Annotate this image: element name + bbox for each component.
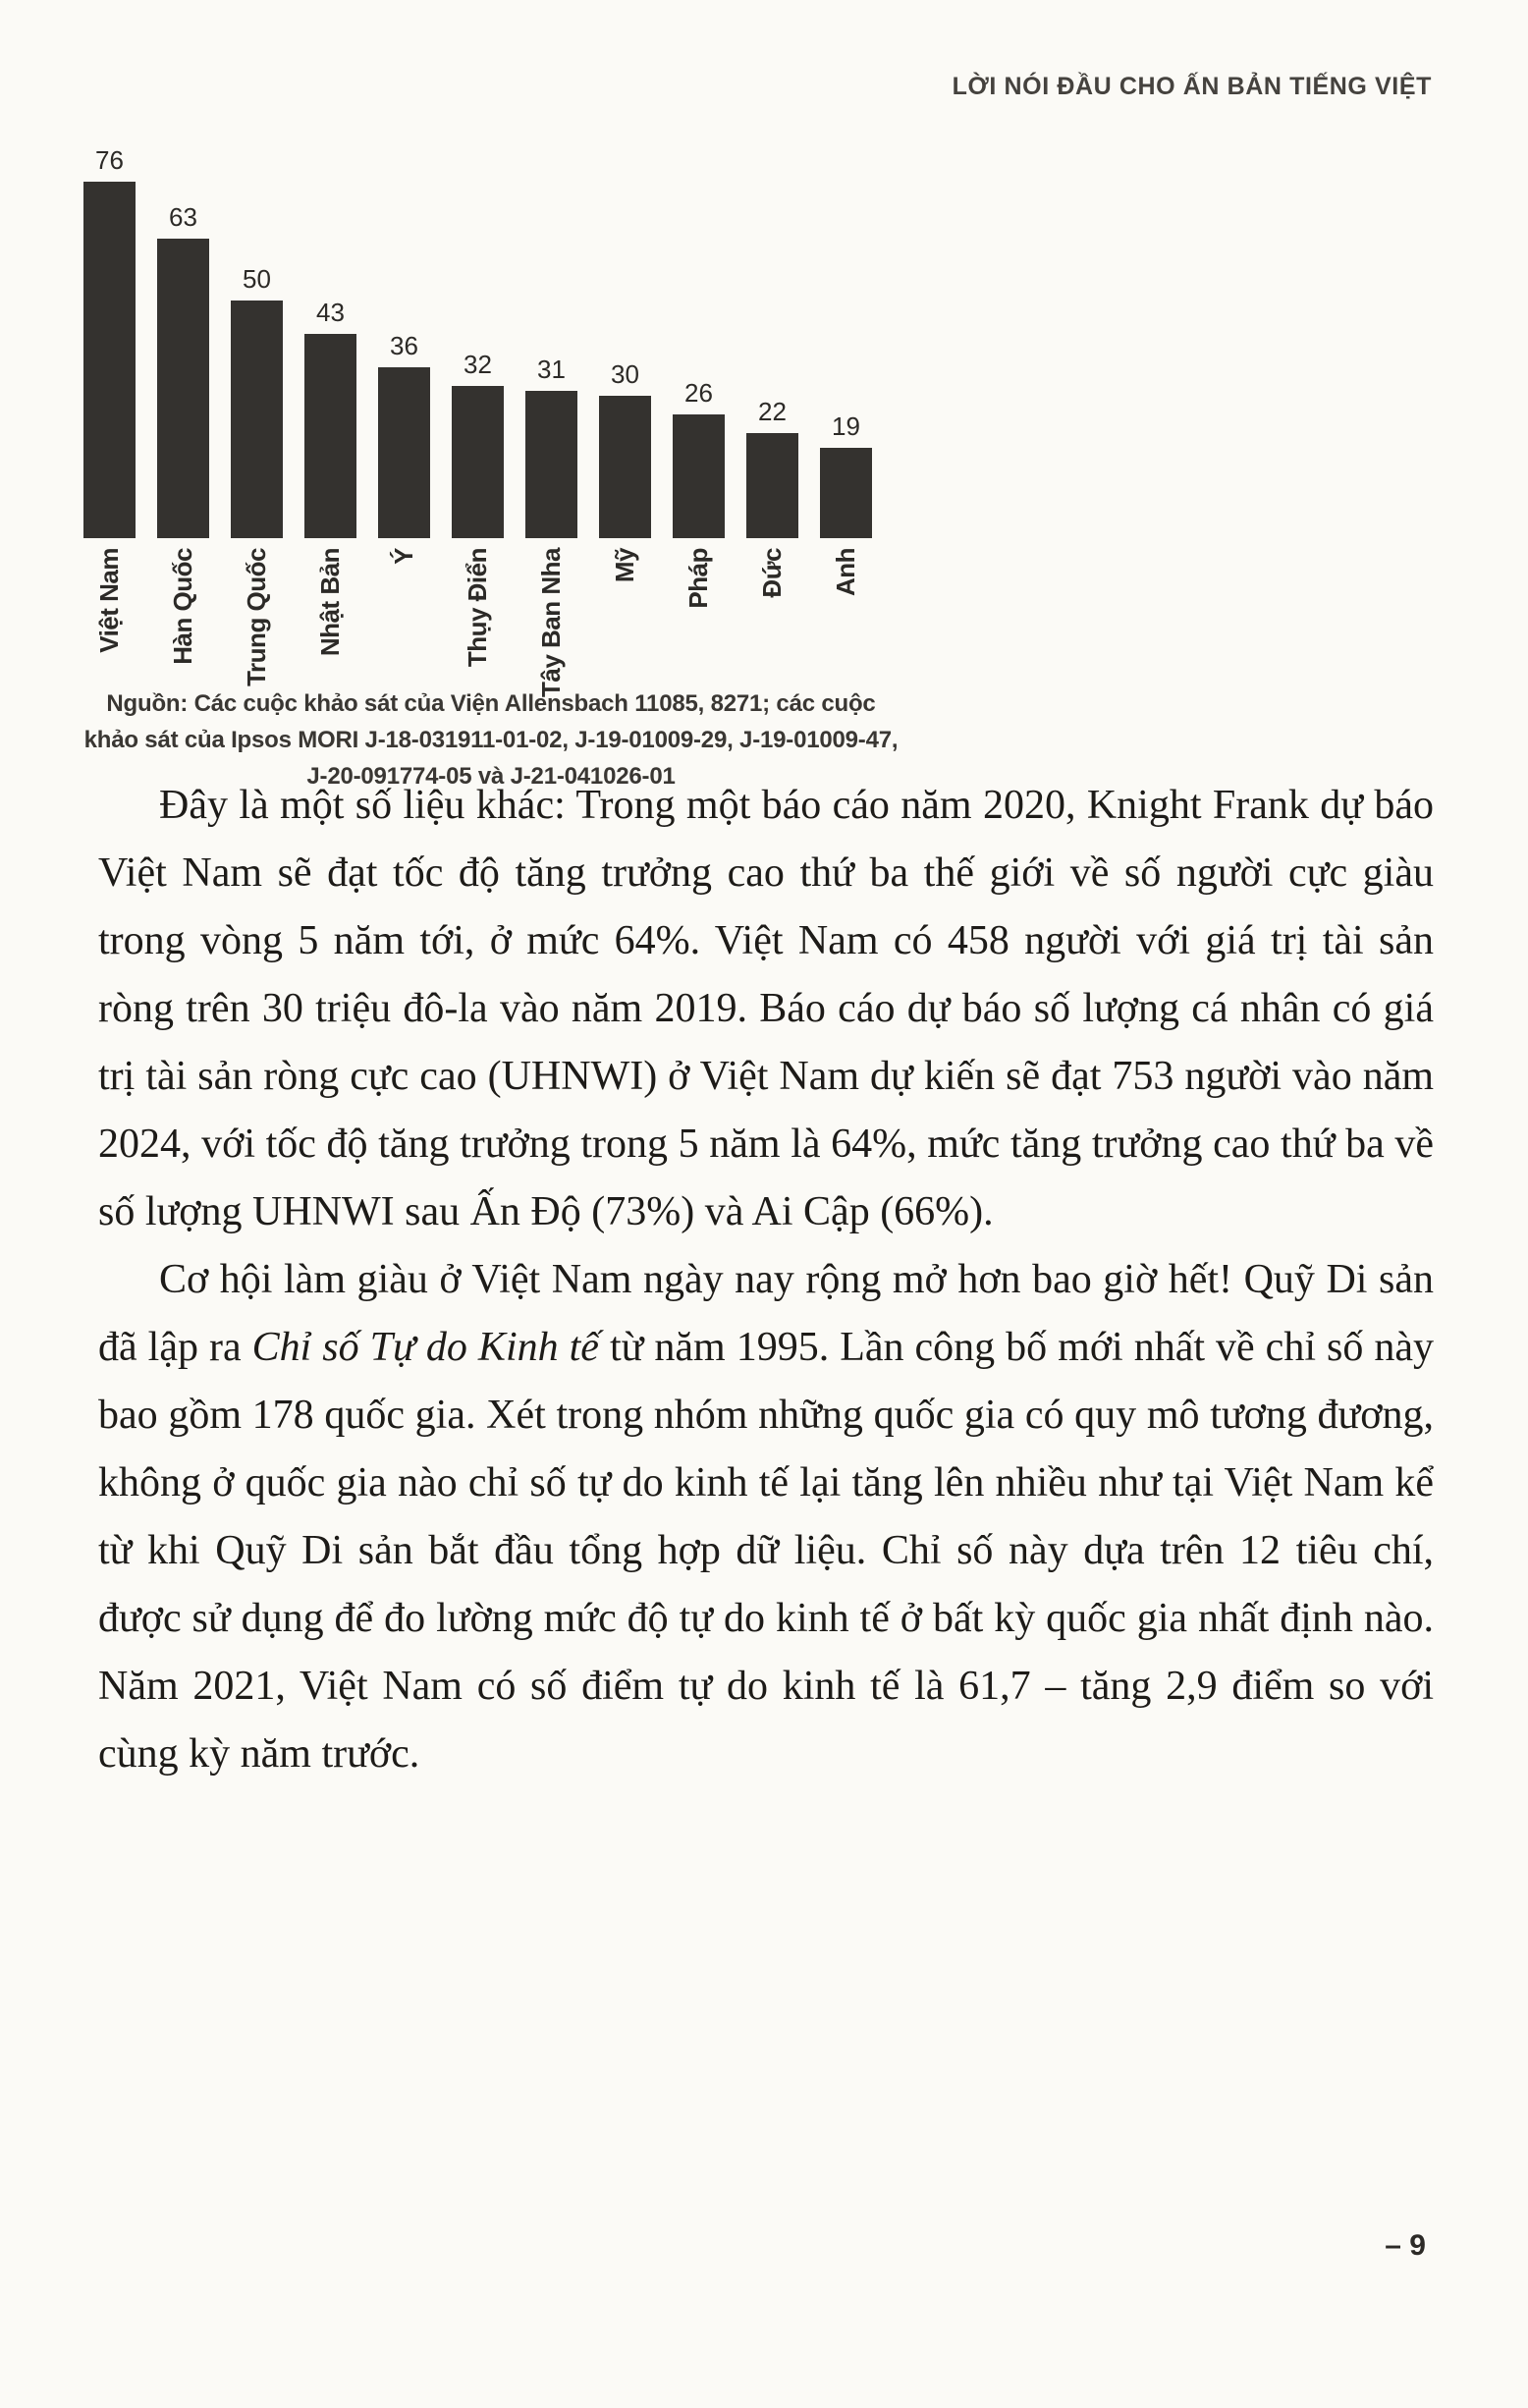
chart-column [231, 145, 283, 700]
bar [83, 182, 136, 538]
bar [304, 334, 356, 538]
bar-category [452, 538, 504, 700]
bar-category [673, 538, 725, 700]
bar-category-label: Ý [389, 548, 418, 565]
chart-column [820, 145, 872, 700]
bar-category [599, 538, 651, 700]
bar [673, 414, 725, 538]
bar [157, 239, 209, 538]
bar-area [157, 145, 209, 538]
chart-column [673, 145, 725, 700]
bar-value-label: 31 [537, 355, 566, 384]
bar [820, 448, 872, 538]
paragraph-2-text-end: từ năm 1995. Lần công bố mới nhất về chỉ số này bao gồm 178 quốc gia. Xét trong nhóm những quốc gia có quy mô tương đương, không ở quốc gia nào chỉ số tự do kinh tế lại tăng lên nhiều như tại Việt Nam kể từ khi Quỹ Di sản bắt đầu tổng hợp dữ liệu. Chỉ số này dựa trên 12 tiêu chí, được sử dụng để đo lường mức độ tự do kinh tế ở bất kỳ quốc gia nhất định nào. Năm 2021, Việt Nam có số điểm tự do kinh tế là 61,7 – tăng 2,9 điểm so với cùng kỳ năm trước. [98, 1325, 1434, 1777]
body-text [98, 772, 1434, 1788]
bar-value-label: 36 [390, 331, 418, 360]
bar-category [746, 538, 798, 700]
bar-value-label: 63 [169, 202, 197, 232]
bar-category-label: Tây Ban Nha [536, 548, 566, 697]
bar-value-label: 43 [316, 298, 345, 327]
bar-category-label: Thụy Điển [463, 548, 492, 668]
bar [231, 301, 283, 538]
chart-column [83, 145, 136, 700]
index-title-italic: Chỉ số Tự do Kinh tế [251, 1325, 599, 1370]
chart-column [378, 145, 430, 700]
chart-source-caption: Nguồn: Các cuộc khảo sát của Viện Allensbach 11085, 8271; các cuộc khảo sát của Ipsos MORI J-18-031911-01-02, J-19-01009-29, J-19-01009-47, J-20-091774-05 và J-21-041026-01 [83, 690, 899, 790]
bar [378, 367, 430, 538]
bar-area [820, 145, 872, 538]
bar-chart [83, 145, 872, 700]
bar [452, 386, 504, 538]
paragraph-1: Đây là một số liệu khác: Trong một báo cáo năm 2020, Knight Frank dự báo Việt Nam sẽ đạt tốc độ tăng trưởng cao thứ ba thế giới về số người cực giàu trong vòng 5 năm tới, ở mức 64%. Việt Nam có 458 người với giá trị tài sản ròng trên 30 triệu đô-la vào năm 2019. Báo cáo dự báo số lượng cá nhân có giá trị tài sản ròng cực cao (UHNWI) ở Việt Nam dự kiến sẽ đạt 753 người vào năm 2024, với tốc độ tăng trưởng trong 5 năm là 64%, mức tăng trưởng cao thứ ba về số lượng UHNWI sau Ấn Độ (73%) và Ai Cập (66%). [98, 783, 1434, 1234]
bar-category-label: Pháp [683, 548, 713, 609]
paragraph-2 [98, 1246, 1434, 1788]
chart-column [746, 145, 798, 700]
bar-area [231, 145, 283, 538]
bar-category-label: Đức [757, 548, 787, 598]
page-number: – 9 [1385, 2229, 1426, 2262]
bar-value-label: 30 [611, 359, 639, 389]
bar-category [304, 538, 356, 700]
bar [525, 391, 577, 538]
paragraph-2-text-start: Cơ hội làm giàu ở Việt Nam ngày nay rộng mở hơn bao giờ hết! Quỹ Di sản đã lập ra [98, 1257, 1434, 1370]
bar-category-label: Trung Quốc [242, 548, 271, 686]
bar-category [83, 538, 136, 700]
running-header: LỜI NÓI ĐẦU CHO ẤN BẢN TIẾNG VIỆT [952, 73, 1432, 100]
bar-area [83, 145, 136, 538]
bar-category [157, 538, 209, 700]
bar-area [525, 145, 577, 538]
chart-column [304, 145, 356, 700]
chart-column [599, 145, 651, 700]
bar-category [231, 538, 283, 700]
bar-value-label: 50 [243, 264, 271, 294]
bar-category [378, 538, 430, 700]
bar [599, 396, 651, 538]
bar-value-label: 76 [95, 145, 124, 175]
bar [746, 433, 798, 538]
chart-column [525, 145, 577, 700]
bar-area [746, 145, 798, 538]
bar-area [378, 145, 430, 538]
bar-category-label: Mỹ [610, 548, 639, 583]
bar-category-label: Việt Nam [94, 548, 124, 653]
bar-value-label: 26 [684, 378, 713, 408]
bar-category [525, 538, 577, 700]
bar-area [673, 145, 725, 538]
bar-value-label: 19 [832, 411, 860, 441]
bar-category-label: Nhật Bản [315, 548, 345, 657]
bar-area [452, 145, 504, 538]
bar-area [599, 145, 651, 538]
bar-area [304, 145, 356, 538]
bar-category-label: Hàn Quốc [168, 548, 197, 665]
chart-column [452, 145, 504, 700]
bar-value-label: 32 [464, 350, 492, 379]
bar-category-label: Anh [831, 548, 860, 597]
bar-category [820, 538, 872, 700]
chart-column [157, 145, 209, 700]
bar-value-label: 22 [758, 397, 787, 426]
